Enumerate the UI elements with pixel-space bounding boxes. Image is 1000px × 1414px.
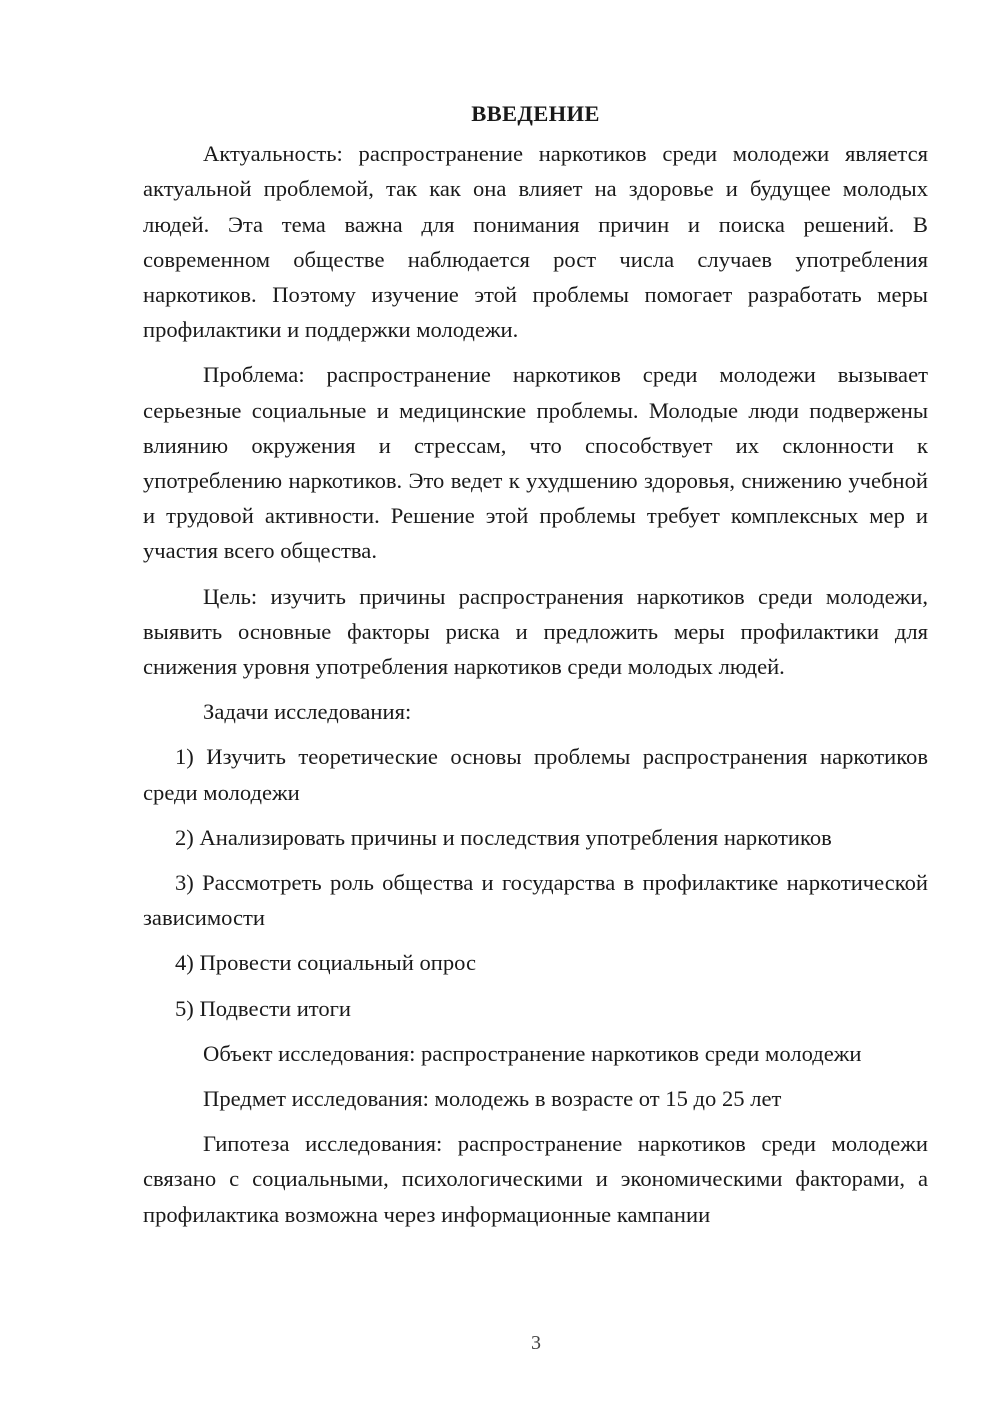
hypothesis-paragraph: Гипотеза исследования: распространение наркотиков среди молодежи связано с социальными, психологическими и экономическими факторами, а профилактика возможна через информационные кампании — [143, 1131, 928, 1227]
object-paragraph: Объект исследования: распространение наркотиков среди молодежи — [203, 1040, 862, 1066]
page-number: 3 — [531, 1332, 541, 1354]
tasks-heading: Задачи исследования: — [203, 699, 412, 725]
page-title: ВВЕДЕНИЕ — [471, 101, 600, 126]
problem-paragraph: Проблема: распространение наркотиков среди молодежи вызывает серьезные социальные и медицинские проблемы. Молодые люди подвержены влиянию окружения и стрессам, что способствует их склонности к употреблению наркотиков. Это ведет к ухудшению здоровья, снижению учебной и трудовой активности. Решение этой проблемы требует комплексных мер и участия всего общества. — [143, 362, 928, 564]
document-body — [143, 96, 928, 1242]
task-item-3: 3) Рассмотреть роль общества и государства в профилактике наркотической зависимости — [143, 870, 928, 931]
goal-paragraph: Цель: изучить причины распространения наркотиков среди молодежи, выявить основные факторы риска и предложить меры профилактики для снижения уровня употребления наркотиков среди молодых людей. — [143, 583, 928, 680]
subject-paragraph: Предмет исследования: молодежь в возрасте от 15 до 25 лет — [203, 1086, 782, 1112]
task-item-5: 5) Подвести итоги — [175, 995, 352, 1021]
task-item-4: 4) Провести социальный опрос — [175, 950, 477, 976]
relevance-paragraph: Актуальность: распространение наркотиков среди молодежи является актуальной проблемой, так как она влияет на здоровье и будущее молодых людей. Эта тема важна для понимания причин и поиска решений. В современном обществе наблюдается рост числа случаев употребления наркотиков. Поэтому изучение этой проблемы помогает разработать меры профилактики и поддержки молодежи. — [143, 141, 928, 343]
task-item-2: 2) Анализировать причины и последствия употребления наркотиков — [175, 824, 832, 850]
task-item-1: 1) Изучить теоретические основы проблемы распространения наркотиков среди молодежи — [143, 744, 928, 805]
